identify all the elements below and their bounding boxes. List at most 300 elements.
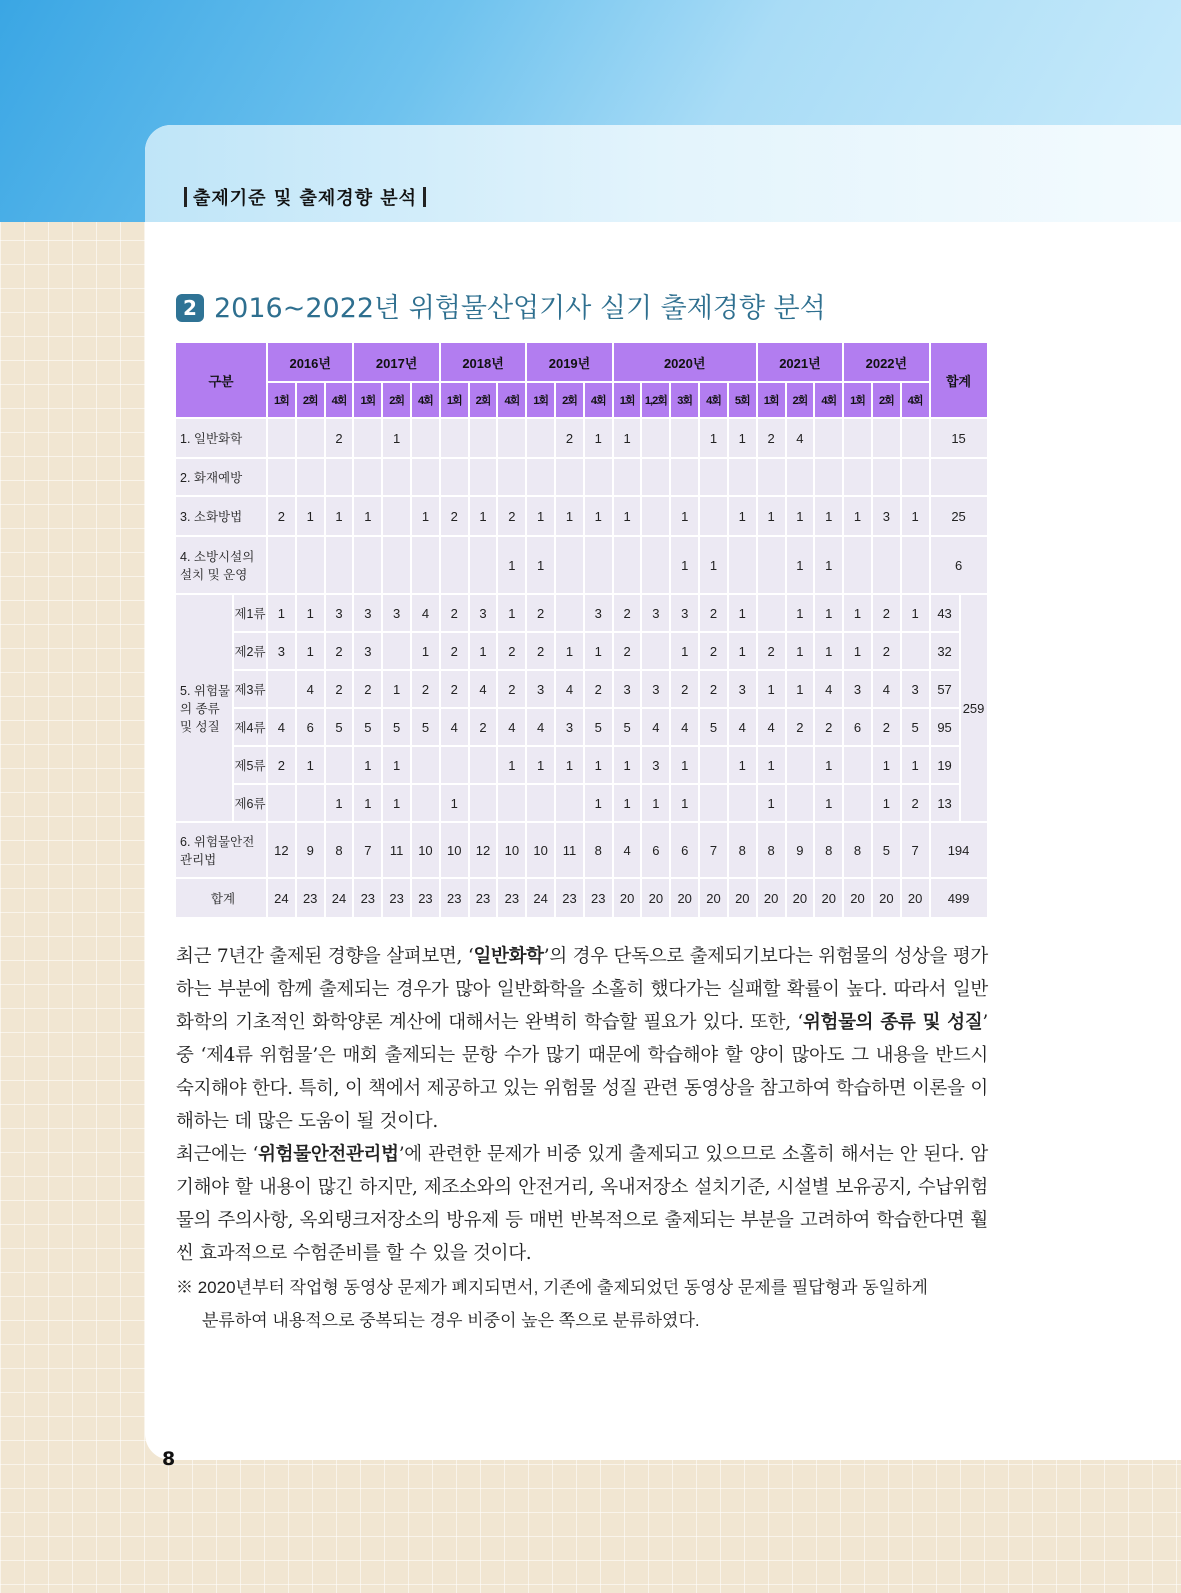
table-cell: 10 [497, 822, 526, 878]
section-title [176, 286, 826, 325]
table-cell: 1 [670, 746, 699, 784]
year-header: 2018년 [440, 342, 526, 382]
table-cell: 3 [526, 670, 555, 708]
table-cell [555, 784, 584, 822]
table-cell: 1 [411, 496, 440, 536]
table-cell [267, 418, 296, 458]
table-cell [555, 536, 584, 594]
table-cell [469, 784, 498, 822]
table-cell: 2 [613, 632, 642, 670]
table-cell [843, 418, 872, 458]
paragraph-2: 최근에는 ‘위험물안전관리법’에 관련한 문제가 비중 있게 출제되고 있으므로 소홀히 해서는 안 된다. 암기해야 할 내용이 많긴 하지만, 제조소와의 안전거리, 옥내저장소 설치기준, 시설별 보유공지, 수납위험물의 주의사항, 옥외탱크저장소의 방유제 등 매번 반복적으로 출제되는 부분을 고려하여 학습한다면 훨씬 효과적으로 수험준비를 할 수 있을 것이다. [176, 1144, 988, 1264]
divider-right [423, 187, 426, 207]
table-cell: 2 [901, 784, 930, 822]
table-cell: 2 [872, 708, 901, 746]
table-cell: 2 [497, 496, 526, 536]
table-cell: 3 [555, 708, 584, 746]
table-cell: 23 [440, 878, 469, 918]
table-cell: 6 [670, 822, 699, 878]
table-cell: 2 [353, 670, 382, 708]
table-cell [411, 458, 440, 496]
table-cell: 24 [267, 878, 296, 918]
table-cell [296, 784, 325, 822]
subgroup-total: 19 [930, 746, 960, 784]
table-cell [526, 458, 555, 496]
table-cell: 1 [699, 418, 728, 458]
table-cell: 4 [267, 708, 296, 746]
table-cell [641, 418, 670, 458]
table-cell: 2 [440, 632, 469, 670]
table-cell: 3 [267, 632, 296, 670]
table-cell: 7 [699, 822, 728, 878]
table-cell [469, 458, 498, 496]
subgroup-label: 제6류 [233, 784, 267, 822]
table-cell: 1 [469, 632, 498, 670]
table-cell [786, 458, 815, 496]
round-header: 2회 [469, 382, 498, 418]
table-cell: 1 [555, 632, 584, 670]
table-cell: 2 [440, 670, 469, 708]
table-cell: 4 [469, 670, 498, 708]
table-cell: 2 [526, 594, 555, 632]
round-header: 1회 [526, 382, 555, 418]
round-header: 4회 [814, 382, 843, 418]
table-cell: 3 [670, 594, 699, 632]
table-cell [699, 458, 728, 496]
table-cell: 2 [325, 632, 354, 670]
analysis-text [176, 940, 988, 1270]
table-cell: 5 [584, 708, 613, 746]
header-category: 구분 [175, 342, 267, 418]
table-cell: 2 [526, 632, 555, 670]
table-cell [757, 594, 786, 632]
round-header: 4회 [325, 382, 354, 418]
table-cell [469, 746, 498, 784]
table-cell: 1 [728, 418, 757, 458]
subgroup-label: 제4류 [233, 708, 267, 746]
round-header: 4회 [699, 382, 728, 418]
table-cell: 1 [382, 746, 411, 784]
table-cell: 1 [728, 496, 757, 536]
table-cell: 1 [411, 632, 440, 670]
table-cell: 12 [469, 822, 498, 878]
table-cell: 20 [814, 878, 843, 918]
table-cell: 1 [757, 784, 786, 822]
table-row [175, 418, 988, 458]
table-cell: 8 [584, 822, 613, 878]
table-cell: 3 [728, 670, 757, 708]
round-header: 4회 [584, 382, 613, 418]
table-cell: 1 [757, 496, 786, 536]
footnote-line-1: ※ 2020년부터 작업형 동영상 문제가 폐지되면서, 기존에 출제되었던 동영상 문제를 필답형과 동일하게 [176, 1278, 928, 1297]
table-cell: 1 [613, 496, 642, 536]
table-cell: 1 [325, 784, 354, 822]
table-cell [411, 784, 440, 822]
table-cell: 1 [613, 418, 642, 458]
round-header: 3회 [670, 382, 699, 418]
table-cell: 8 [757, 822, 786, 878]
table-cell: 2 [872, 594, 901, 632]
subgroup-total: 13 [930, 784, 960, 822]
table-cell [728, 458, 757, 496]
table-cell: 1 [267, 594, 296, 632]
table-cell: 23 [382, 878, 411, 918]
table-cell [526, 418, 555, 458]
table-cell: 4 [526, 708, 555, 746]
table-cell: 2 [267, 496, 296, 536]
section-title-text: 2016~2022년 위험물산업기사 실기 출제경향 분석 [214, 293, 826, 324]
subgroup-total: 32 [930, 632, 960, 670]
round-header: 4회 [497, 382, 526, 418]
table-cell: 4 [411, 594, 440, 632]
table-cell: 1 [843, 632, 872, 670]
table-cell: 3 [641, 670, 670, 708]
table-cell [411, 418, 440, 458]
table-cell: 1 [901, 746, 930, 784]
row-label: 2. 화재예방 [175, 458, 267, 496]
table-cell: 23 [469, 878, 498, 918]
table-cell: 2 [757, 632, 786, 670]
table-cell: 10 [411, 822, 440, 878]
table-cell: 2 [411, 670, 440, 708]
table-cell: 1 [843, 496, 872, 536]
table-cell: 10 [440, 822, 469, 878]
table-cell: 2 [757, 418, 786, 458]
table-cell: 1 [786, 632, 815, 670]
table-cell: 2 [555, 418, 584, 458]
table-cell: 1 [555, 496, 584, 536]
table-cell: 1 [584, 784, 613, 822]
header-total: 합계 [930, 342, 988, 418]
round-header: 2회 [382, 382, 411, 418]
table-cell [353, 536, 382, 594]
table-cell: 1 [814, 632, 843, 670]
table-cell: 3 [613, 670, 642, 708]
table-cell: 5 [382, 708, 411, 746]
round-header: 4회 [901, 382, 930, 418]
table-cell: 4 [440, 708, 469, 746]
table-cell: 2 [699, 632, 728, 670]
table-cell: 1 [296, 632, 325, 670]
table-cell: 1 [296, 594, 325, 632]
emphasis-hazmat-types: 위험물의 종류 및 성질 [802, 1012, 983, 1033]
table-cell: 9 [786, 822, 815, 878]
table-cell: 23 [584, 878, 613, 918]
running-head [178, 184, 432, 210]
table-cell: 20 [757, 878, 786, 918]
table-cell: 5 [901, 708, 930, 746]
table-cell [497, 458, 526, 496]
table-cell: 3 [353, 594, 382, 632]
row-label: 합계 [175, 878, 267, 918]
table-cell: 5 [699, 708, 728, 746]
table-cell: 5 [353, 708, 382, 746]
divider-left [184, 187, 187, 207]
table-cell [641, 536, 670, 594]
table-cell [786, 784, 815, 822]
table-cell: 4 [497, 708, 526, 746]
table-row [175, 878, 988, 918]
row-total: 194 [930, 822, 988, 878]
table-cell: 1 [728, 632, 757, 670]
table-cell: 3 [641, 594, 670, 632]
table-cell: 20 [872, 878, 901, 918]
subgroup-label: 제3류 [233, 670, 267, 708]
table-cell: 4 [555, 670, 584, 708]
table-cell [843, 784, 872, 822]
table-cell [757, 536, 786, 594]
table-cell: 5 [325, 708, 354, 746]
subgroup-total: 43 [930, 594, 960, 632]
table-cell: 3 [325, 594, 354, 632]
table-cell: 1 [786, 536, 815, 594]
table-cell: 1 [526, 536, 555, 594]
running-head-text: 출제기준 및 출제경향 분석 [193, 188, 418, 209]
table-cell: 1 [613, 784, 642, 822]
table-cell [296, 458, 325, 496]
round-header: 2회 [296, 382, 325, 418]
table-cell: 2 [670, 670, 699, 708]
table-cell [353, 418, 382, 458]
table-cell: 11 [555, 822, 584, 878]
table-cell [641, 632, 670, 670]
table-cell: 1 [843, 594, 872, 632]
table-cell: 1 [296, 746, 325, 784]
table-cell: 6 [641, 822, 670, 878]
table-cell [872, 536, 901, 594]
table-cell [382, 632, 411, 670]
table-cell: 1 [353, 746, 382, 784]
table-cell: 20 [901, 878, 930, 918]
table-cell: 1 [872, 746, 901, 784]
table-cell: 2 [469, 708, 498, 746]
subgroup-label: 제5류 [233, 746, 267, 784]
table-cell [641, 458, 670, 496]
table-cell [382, 496, 411, 536]
table-cell: 1 [497, 536, 526, 594]
footnote-line-2: 분류하여 내용적으로 중복되는 경우 비중이 높은 쪽으로 분류하였다. [202, 1311, 700, 1330]
table-cell [325, 458, 354, 496]
table-cell: 4 [670, 708, 699, 746]
row-label: 4. 소방시설의 설치 및 운영 [175, 536, 267, 594]
table-cell: 1 [440, 784, 469, 822]
round-header: 1,2회 [641, 382, 670, 418]
table-cell: 2 [786, 708, 815, 746]
table-cell: 2 [699, 594, 728, 632]
year-header: 2019년 [526, 342, 612, 382]
group-total: 259 [960, 594, 988, 822]
table-cell: 1 [296, 496, 325, 536]
table-cell: 1 [584, 496, 613, 536]
round-header: 1회 [267, 382, 296, 418]
table-cell: 8 [814, 822, 843, 878]
table-cell: 20 [613, 878, 642, 918]
table-cell: 1 [757, 670, 786, 708]
table-cell: 2 [440, 496, 469, 536]
table-cell: 4 [296, 670, 325, 708]
row-total: 15 [930, 418, 988, 458]
table-cell: 2 [325, 418, 354, 458]
table-row [175, 822, 988, 878]
table-cell [584, 458, 613, 496]
table-cell: 1 [584, 746, 613, 784]
table-cell [786, 746, 815, 784]
paragraph-1: 최근 7년간 출제된 경향을 살펴보면, ‘일반화학’의 경우 단독으로 출제되기보다는 위험물의 성상을 평가하는 부분에 함께 출제되는 경우가 많아 일반화학을 소홀히 했다가는 실패할 확률이 높다. 따라서 일반화학의 기초적인 화학양론 계산에 대해서는 완벽히 학습할 필요가 있다. 또한, ‘위험물의 종류 및 성질’ 중 ‘제4류 위험물’은 매회 출제되는 문항 수가 많기 때문에 학습해야 할 양이 많아도 그 내용을 반드시 숙지해야 한다. 특히, 이 책에서 제공하고 있는 위험물 성질 관련 동영상을 참고하여 학습하면 이론을 이해하는 데 많은 도움이 될 것이다. [176, 946, 989, 1132]
table-cell: 20 [670, 878, 699, 918]
row-total: 25 [930, 496, 988, 536]
row-label: 1. 일반화학 [175, 418, 267, 458]
table-cell: 3 [353, 632, 382, 670]
table-cell: 1 [382, 670, 411, 708]
table-cell [440, 746, 469, 784]
table-cell [728, 784, 757, 822]
table-cell [843, 746, 872, 784]
table-cell: 20 [728, 878, 757, 918]
table-cell: 1 [814, 496, 843, 536]
table-cell [872, 418, 901, 458]
table-cell: 1 [353, 496, 382, 536]
table-cell [555, 458, 584, 496]
table-cell [382, 458, 411, 496]
table-cell: 12 [267, 822, 296, 878]
table-cell [670, 418, 699, 458]
table-cell [353, 458, 382, 496]
table-cell [411, 746, 440, 784]
table-cell: 4 [613, 822, 642, 878]
table-cell: 4 [814, 670, 843, 708]
table-cell [872, 458, 901, 496]
table-cell: 1 [670, 536, 699, 594]
table-cell: 1 [670, 632, 699, 670]
table-cell [526, 784, 555, 822]
table-cell [699, 746, 728, 784]
round-header: 1회 [843, 382, 872, 418]
emphasis-safety-law: 위험물안전관리법 [258, 1144, 399, 1165]
table-cell: 3 [469, 594, 498, 632]
round-header: 2회 [555, 382, 584, 418]
table-cell [901, 632, 930, 670]
table-cell [296, 418, 325, 458]
table-cell [440, 458, 469, 496]
table-cell [440, 536, 469, 594]
table-cell: 3 [382, 594, 411, 632]
round-header: 1회 [353, 382, 382, 418]
table-row [175, 536, 988, 594]
table-cell: 1 [584, 632, 613, 670]
table-cell: 20 [641, 878, 670, 918]
round-header: 5회 [728, 382, 757, 418]
table-cell: 2 [325, 670, 354, 708]
table-row [175, 458, 988, 496]
table-cell: 5 [411, 708, 440, 746]
row-label: 6. 위험물안전 관리법 [175, 822, 267, 878]
table-cell: 23 [353, 878, 382, 918]
table-cell: 4 [757, 708, 786, 746]
table-cell: 1 [584, 418, 613, 458]
subgroup-total: 95 [930, 708, 960, 746]
table-cell [699, 496, 728, 536]
year-header: 2022년 [843, 342, 929, 382]
year-header: 2021년 [757, 342, 843, 382]
table-cell: 2 [584, 670, 613, 708]
table-cell: 23 [497, 878, 526, 918]
table-cell: 1 [670, 784, 699, 822]
table-row [175, 632, 988, 670]
emphasis-general-chemistry: 일반화학 [473, 946, 544, 967]
table-cell: 2 [814, 708, 843, 746]
table-cell [325, 536, 354, 594]
round-header: 1회 [613, 382, 642, 418]
table-cell: 24 [526, 878, 555, 918]
row-total [930, 458, 988, 496]
table-row [175, 670, 988, 708]
table-row [175, 496, 988, 536]
table-cell: 2 [872, 632, 901, 670]
table-cell: 1 [901, 496, 930, 536]
row-total: 499 [930, 878, 988, 918]
table-cell [670, 458, 699, 496]
table-cell: 1 [872, 784, 901, 822]
table-cell [469, 536, 498, 594]
table-cell: 2 [267, 746, 296, 784]
table-cell [814, 458, 843, 496]
table-cell [641, 496, 670, 536]
table-cell: 1 [728, 594, 757, 632]
table-cell: 1 [814, 746, 843, 784]
table-cell: 1 [728, 746, 757, 784]
round-header: 1회 [757, 382, 786, 418]
table-cell: 1 [469, 496, 498, 536]
table-cell: 1 [497, 594, 526, 632]
round-header: 2회 [872, 382, 901, 418]
table-cell: 20 [843, 878, 872, 918]
table-cell: 4 [786, 418, 815, 458]
table-cell [613, 536, 642, 594]
table-cell: 1 [814, 784, 843, 822]
footnote [176, 1271, 988, 1337]
table-cell [267, 670, 296, 708]
table-row [175, 708, 988, 746]
table-cell: 4 [728, 708, 757, 746]
table-cell: 1 [382, 418, 411, 458]
table-cell [497, 418, 526, 458]
table-cell: 11 [382, 822, 411, 878]
table-cell: 20 [699, 878, 728, 918]
table-cell: 5 [613, 708, 642, 746]
table-cell [267, 784, 296, 822]
table-cell: 2 [497, 632, 526, 670]
year-header: 2016년 [267, 342, 353, 382]
table-cell [814, 418, 843, 458]
round-header: 2회 [786, 382, 815, 418]
table-cell [469, 418, 498, 458]
table-cell: 2 [699, 670, 728, 708]
table-cell [267, 458, 296, 496]
table-cell [613, 458, 642, 496]
table-cell: 2 [613, 594, 642, 632]
page-number: 8 [162, 1448, 176, 1470]
table-cell: 1 [786, 496, 815, 536]
table-cell: 3 [901, 670, 930, 708]
table-row [175, 784, 988, 822]
table-cell: 2 [440, 594, 469, 632]
table-cell: 23 [411, 878, 440, 918]
table-cell [699, 784, 728, 822]
table-cell: 1 [382, 784, 411, 822]
table-cell [497, 784, 526, 822]
table-cell: 3 [872, 496, 901, 536]
table-cell [411, 536, 440, 594]
